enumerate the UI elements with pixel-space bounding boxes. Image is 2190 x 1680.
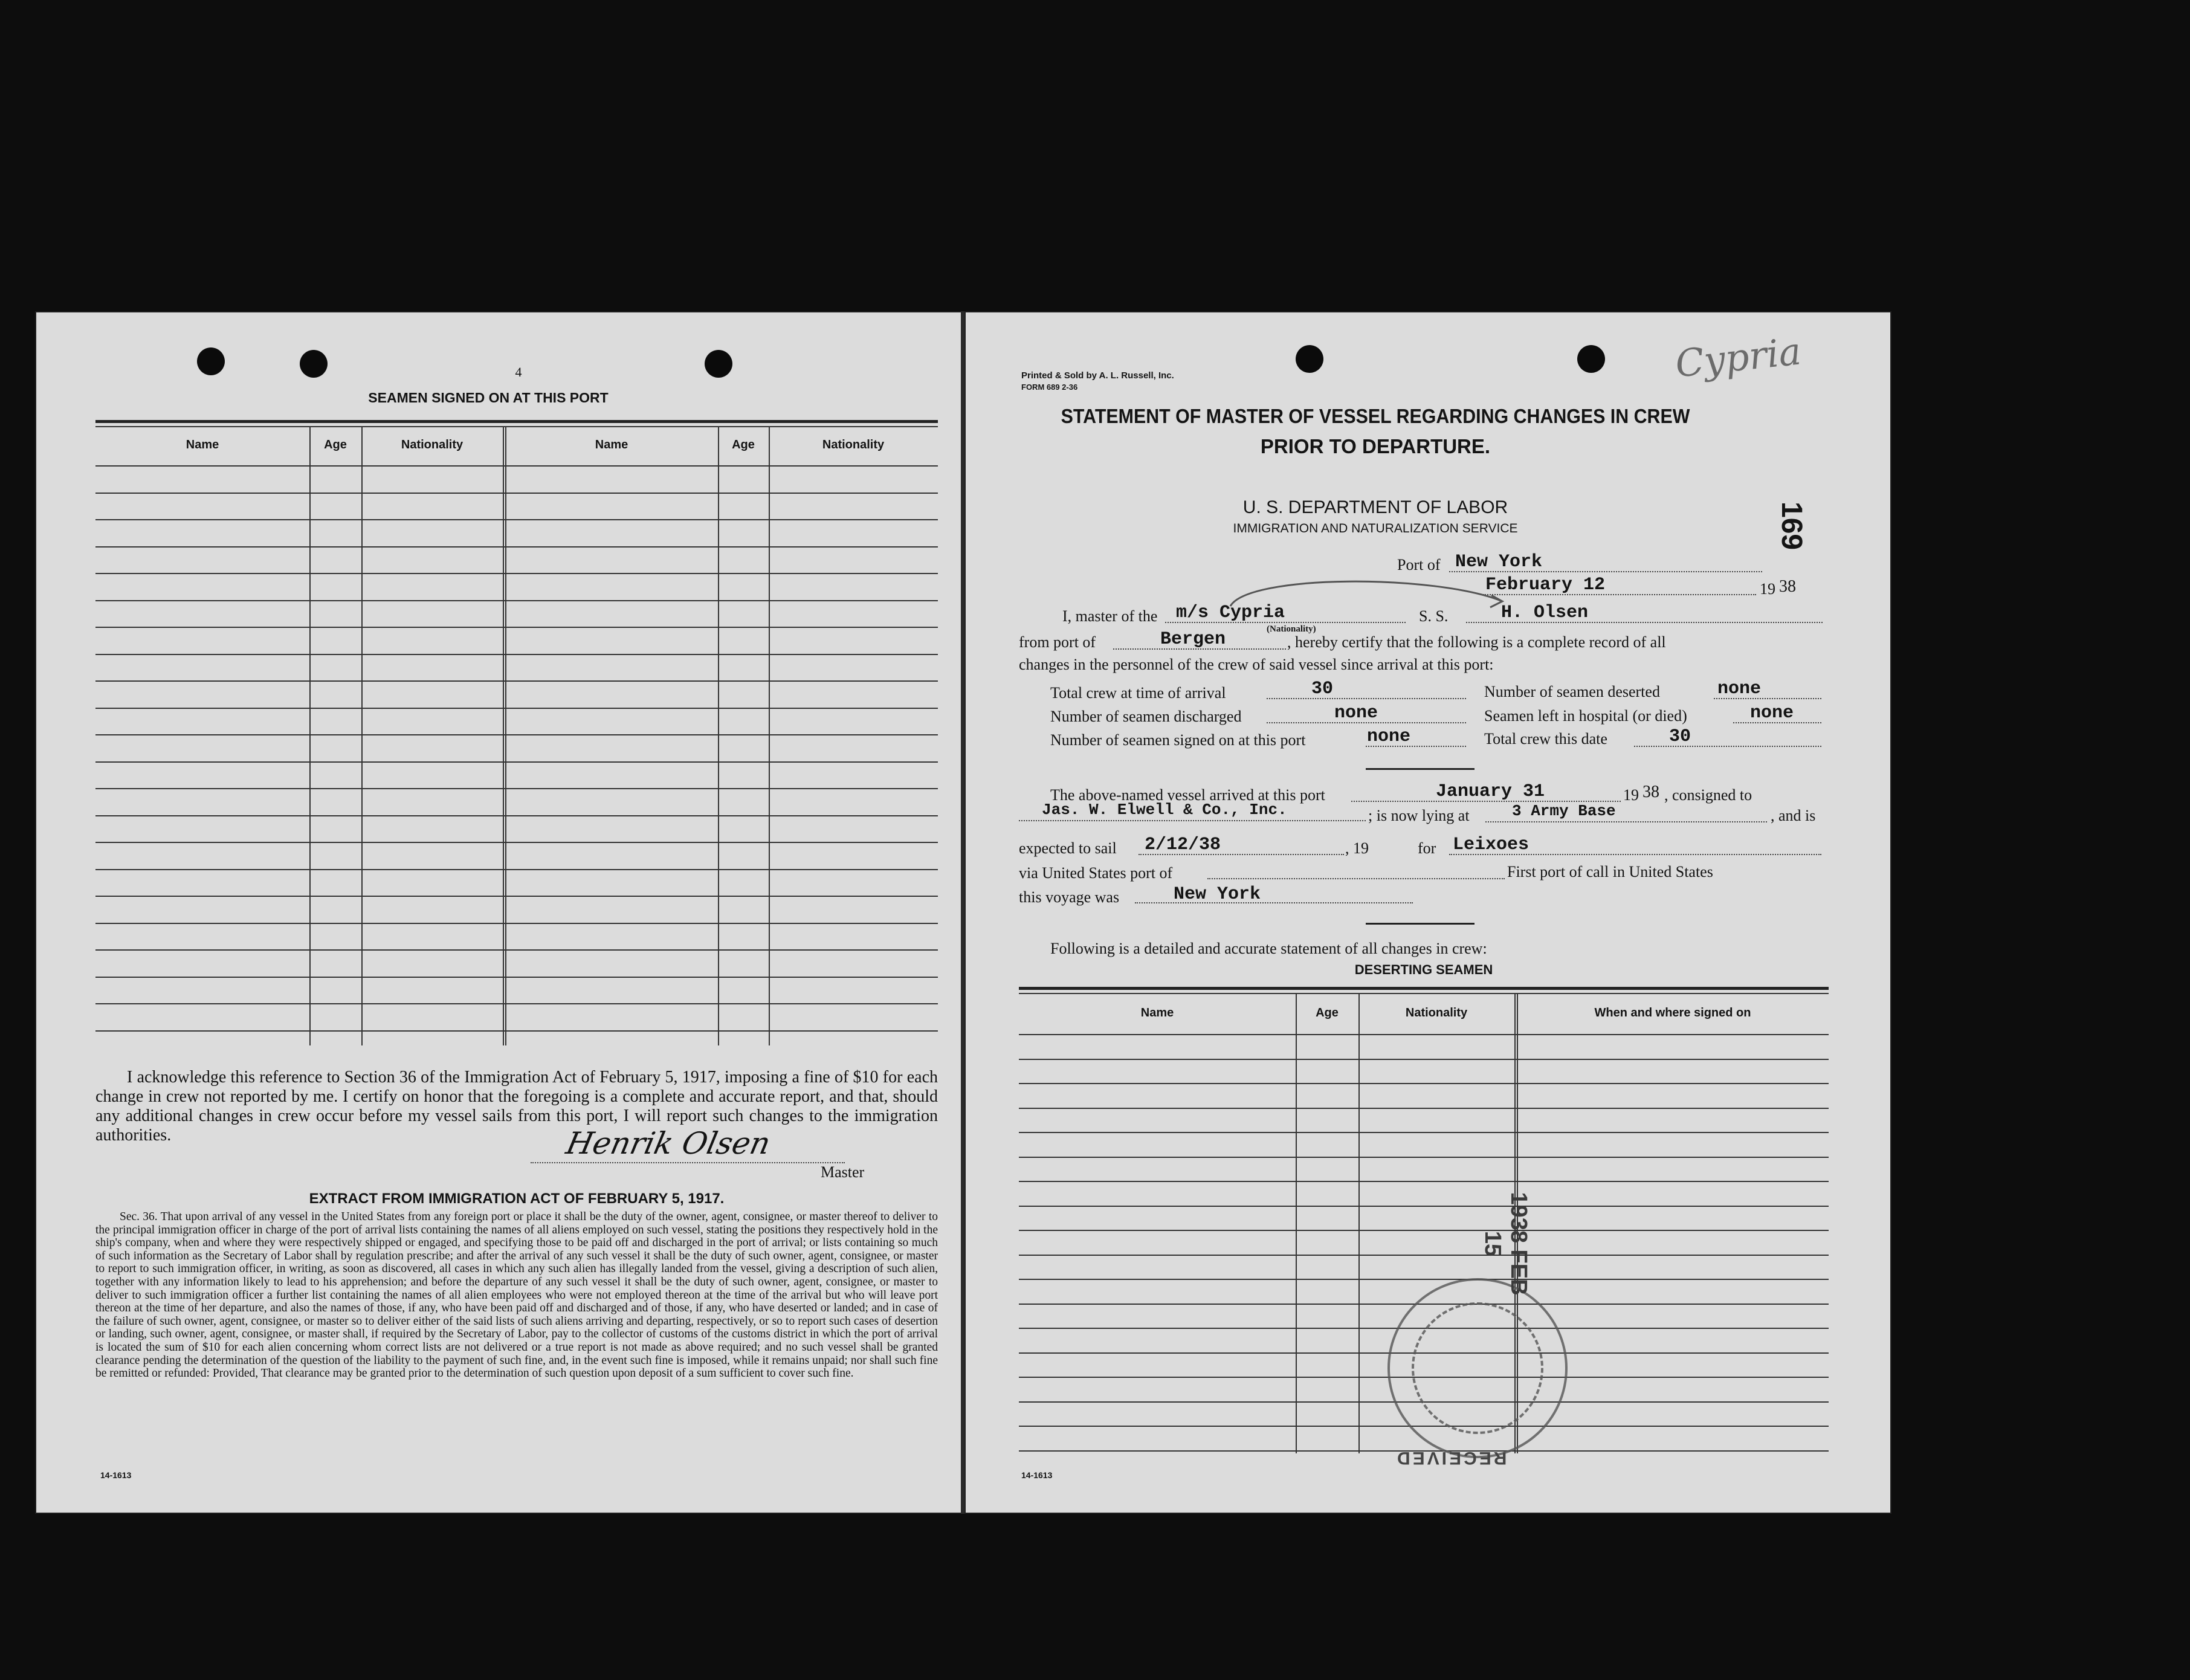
- table-row: [95, 761, 938, 763]
- signed-on-label: Number of seamen signed on at this port: [1050, 731, 1306, 749]
- from-port-label: from port of: [1019, 633, 1096, 651]
- arrived-label: The above-named vessel arrived at this port: [1050, 786, 1325, 804]
- table-row: [1019, 1279, 1829, 1280]
- form-code: 14-1613: [100, 1470, 132, 1480]
- lying-at-value: 3 Army Base: [1512, 802, 1616, 820]
- nationality-note: (Nationality): [1267, 624, 1316, 634]
- table-row: [1019, 1034, 1829, 1035]
- column-header: Name: [595, 438, 628, 451]
- column-header: Age: [324, 438, 347, 451]
- table-row: [95, 680, 938, 682]
- punch-hole: [197, 347, 225, 375]
- table-row: [1019, 1255, 1829, 1256]
- total-crew-date-label: Total crew this date: [1484, 730, 1607, 748]
- arrival-year-prefix: 19: [1623, 786, 1639, 804]
- right-page: [964, 311, 1891, 1514]
- table-row: [1019, 1083, 1829, 1084]
- page-stamp-number: 169: [1775, 502, 1807, 551]
- table-row: [95, 708, 938, 709]
- left-page: [35, 311, 962, 1514]
- page-number: 4: [515, 364, 522, 380]
- total-crew-date-value: 30: [1669, 726, 1691, 747]
- punch-hole: [1296, 345, 1323, 373]
- table-row: [95, 869, 938, 870]
- master-name-value: H. Olsen: [1501, 603, 1589, 623]
- table-row: [1019, 1108, 1829, 1109]
- master-signature: Henrik Olsen: [563, 1126, 774, 1161]
- service-heading: IMMIGRATION AND NATURALIZATION SERVICE: [1233, 522, 1518, 535]
- date-stamp: 1938 FEB 15: [1480, 1192, 1531, 1296]
- date-value: February 12: [1485, 575, 1606, 595]
- expected-sail-label: expected to sail: [1019, 839, 1117, 857]
- punch-hole: [1577, 345, 1605, 373]
- deserting-title: DESERTING SEAMEN: [1354, 962, 1493, 977]
- table-title: SEAMEN SIGNED ON AT THIS PORT: [368, 390, 609, 405]
- following-text: Following is a detailed and accurate statement of all changes in crew:: [1050, 940, 1487, 957]
- table-row: [95, 977, 938, 978]
- table-row: [95, 896, 938, 897]
- immigration-seal-inner: [1412, 1302, 1543, 1434]
- table-row: [1019, 1230, 1829, 1231]
- table-row: [95, 788, 938, 789]
- table-row: [95, 465, 938, 467]
- table-row: [95, 842, 938, 843]
- column-header: Name: [1140, 1006, 1174, 1019]
- table-row: [1019, 1132, 1829, 1133]
- year-prefix: 19: [1760, 580, 1775, 598]
- received-stamp: RECEIVED: [1395, 1448, 1507, 1468]
- table-row: [95, 1003, 938, 1004]
- table-row: [1019, 1157, 1829, 1158]
- column-header: When and where signed on: [1594, 1006, 1751, 1019]
- handwritten-annotation: Cypria: [1673, 329, 1803, 386]
- total-crew-arrival-value: 30: [1311, 679, 1334, 699]
- year-value: 38: [1779, 577, 1796, 596]
- column-header: Name: [186, 438, 219, 451]
- vessel-value: m/s Cypria: [1176, 603, 1285, 623]
- table-row: [1019, 1206, 1829, 1207]
- this-voyage-label: this voyage was: [1019, 888, 1120, 906]
- port-value: New York: [1455, 552, 1543, 572]
- form-title: STATEMENT OF MASTER OF VESSEL REGARDING CHANGES IN CREW: [1061, 405, 1690, 427]
- column-header: Nationality: [401, 438, 464, 451]
- form-number: FORM 689 2-36: [1021, 383, 1078, 392]
- ss-label: S. S.: [1419, 607, 1449, 625]
- column-header: Nationality: [1405, 1006, 1468, 1019]
- extract-text: Sec. 36. That upon arrival of any vessel in the United States from any foreign port or place it shall be the duty of the owner, agent, consignee, or master thereof to deliver to the principal immigration officer in charge of the port of arrival lists containing the names of all aliens employed on such vessel, stating the positions they respectively hold in the ship's company, when and where they were respectively shipped or engaged, and specifying those to be paid off and discharged in the port of arrival; or lists containing so much of such information as the Secretary of Labor shall by regulation prescribe; and after the arrival of any such vessel it shall be the duty of such owner, agent, consignee, or master to report to such immigration officer, in writing, as soon as discovered, all cases in which any such alien has illegally landed from the vessel, giving a description of such alien, together with any information likely to lead to his apprehension; and before the departure of any such vessel it shall be the duty of such owner, agent, consignee, or master to deliver to such immigration officer a further list containing the names of all alien employees who were not employed thereon at the time of the arrival but who will leave port thereon at the time of her departure, and also the names of those, if any, who have been paid off and discharged and of those, if any, who have deserted or landed; and in case of the failure of such owner, agent, consignee, or master so to deliver either of the said lists of such aliens arriving and departing, respectively, or so to report such cases of desertion or landing, such owner, agent, consignee, or master shall, if required by the Secretary of Labor, pay to the collector of customs of the customs district in which the port of arrival is located the sum of $10 for each alien concerning whom correct lists are not delivered or a true report is not made as above required; and no such vessel shall be granted clearance pending the determination of the question of the liability to the payment of such fine, and, in the event such fine is imposed, while it remains unpaid; nor shall such fine be remitted or refunded: Provided, That clearance may be granted prior to the determination of such question upon deposit of a sum sufficient to cover such fine.: [95, 1210, 938, 1380]
- department-heading: U. S. DEPARTMENT OF LABOR: [1242, 497, 1508, 517]
- table-row: [95, 654, 938, 655]
- signed-on-value: none: [1367, 726, 1411, 747]
- table-row: [95, 815, 938, 816]
- deserted-value: none: [1717, 679, 1762, 699]
- column-header: Age: [1316, 1006, 1339, 1019]
- table-row: [95, 923, 938, 924]
- discharged-value: none: [1334, 703, 1378, 723]
- extract-title: EXTRACT FROM IMMIGRATION ACT OF FEBRUARY 5, 1917.: [309, 1191, 725, 1207]
- lying-at-label: ; is now lying at: [1368, 807, 1470, 824]
- first-port-label: First port of call in United States: [1507, 863, 1713, 880]
- port-label: Port of: [1397, 556, 1441, 573]
- hospital-value: none: [1750, 703, 1794, 723]
- sail-date-value: 2/12/38: [1145, 835, 1221, 855]
- table-row: [95, 573, 938, 574]
- table-row: [95, 1030, 938, 1032]
- discharged-label: Number of seamen discharged: [1050, 708, 1242, 725]
- certify-text: , hereby certify that the following is a complete record of all: [1287, 633, 1666, 651]
- via-port-label: via United States port of: [1019, 864, 1173, 882]
- table-row: [95, 627, 938, 628]
- column-header: Nationality: [822, 438, 885, 451]
- total-crew-arrival-label: Total crew at time of arrival: [1050, 684, 1226, 702]
- punch-hole: [300, 350, 328, 378]
- handwritten-arrow: [1206, 577, 1520, 619]
- table-row: [95, 600, 938, 601]
- table-row: [95, 519, 938, 520]
- table-row: [1019, 1059, 1829, 1060]
- table-row: [95, 546, 938, 548]
- column-header: Age: [732, 438, 755, 451]
- consigned-label: , consigned to: [1664, 786, 1752, 804]
- first-port-value: New York: [1174, 884, 1261, 905]
- changes-text: changes in the personnel of the crew of said vessel since arrival at this port:: [1019, 656, 1494, 673]
- form-code: 14-1613: [1021, 1470, 1053, 1480]
- form-title-line2: PRIOR TO DEPARTURE.: [1260, 435, 1491, 457]
- table-row: [95, 949, 938, 951]
- hospital-label: Seamen left in hospital (or died): [1484, 707, 1687, 725]
- and-is-label: , and is: [1771, 807, 1816, 824]
- master-of-label: I, master of the: [1062, 607, 1158, 625]
- sail-year-label: , 19: [1345, 839, 1369, 857]
- printer-credit: Printed & Sold by A. L. Russell, Inc.: [1021, 370, 1174, 381]
- acknowledgment-text: I acknowledge this reference to Section 36 of the Immigration Act of February 5, 1917, imposing a fine of $10 for each change in crew not reported by me. I certify on honor that the foregoing is a complete and accurate report, and that, should any additional changes in crew occur before my vessel sails from this port, I will report such changes to the immigration authorities.: [95, 1068, 938, 1145]
- for-label: for: [1418, 839, 1436, 857]
- arrival-date-value: January 31: [1436, 781, 1545, 802]
- consignee-value: Jas. W. Elwell & Co., Inc.: [1042, 801, 1287, 819]
- punch-hole: [705, 350, 732, 378]
- arrival-year-value: 38: [1642, 783, 1659, 801]
- master-label: Master: [821, 1163, 865, 1181]
- destination-value: Leixoes: [1453, 835, 1529, 855]
- table-row: [95, 493, 938, 494]
- table-row: [1019, 1181, 1829, 1182]
- deserted-label: Number of seamen deserted: [1484, 683, 1660, 700]
- from-port-value: Bergen: [1160, 629, 1226, 650]
- table-row: [95, 734, 938, 735]
